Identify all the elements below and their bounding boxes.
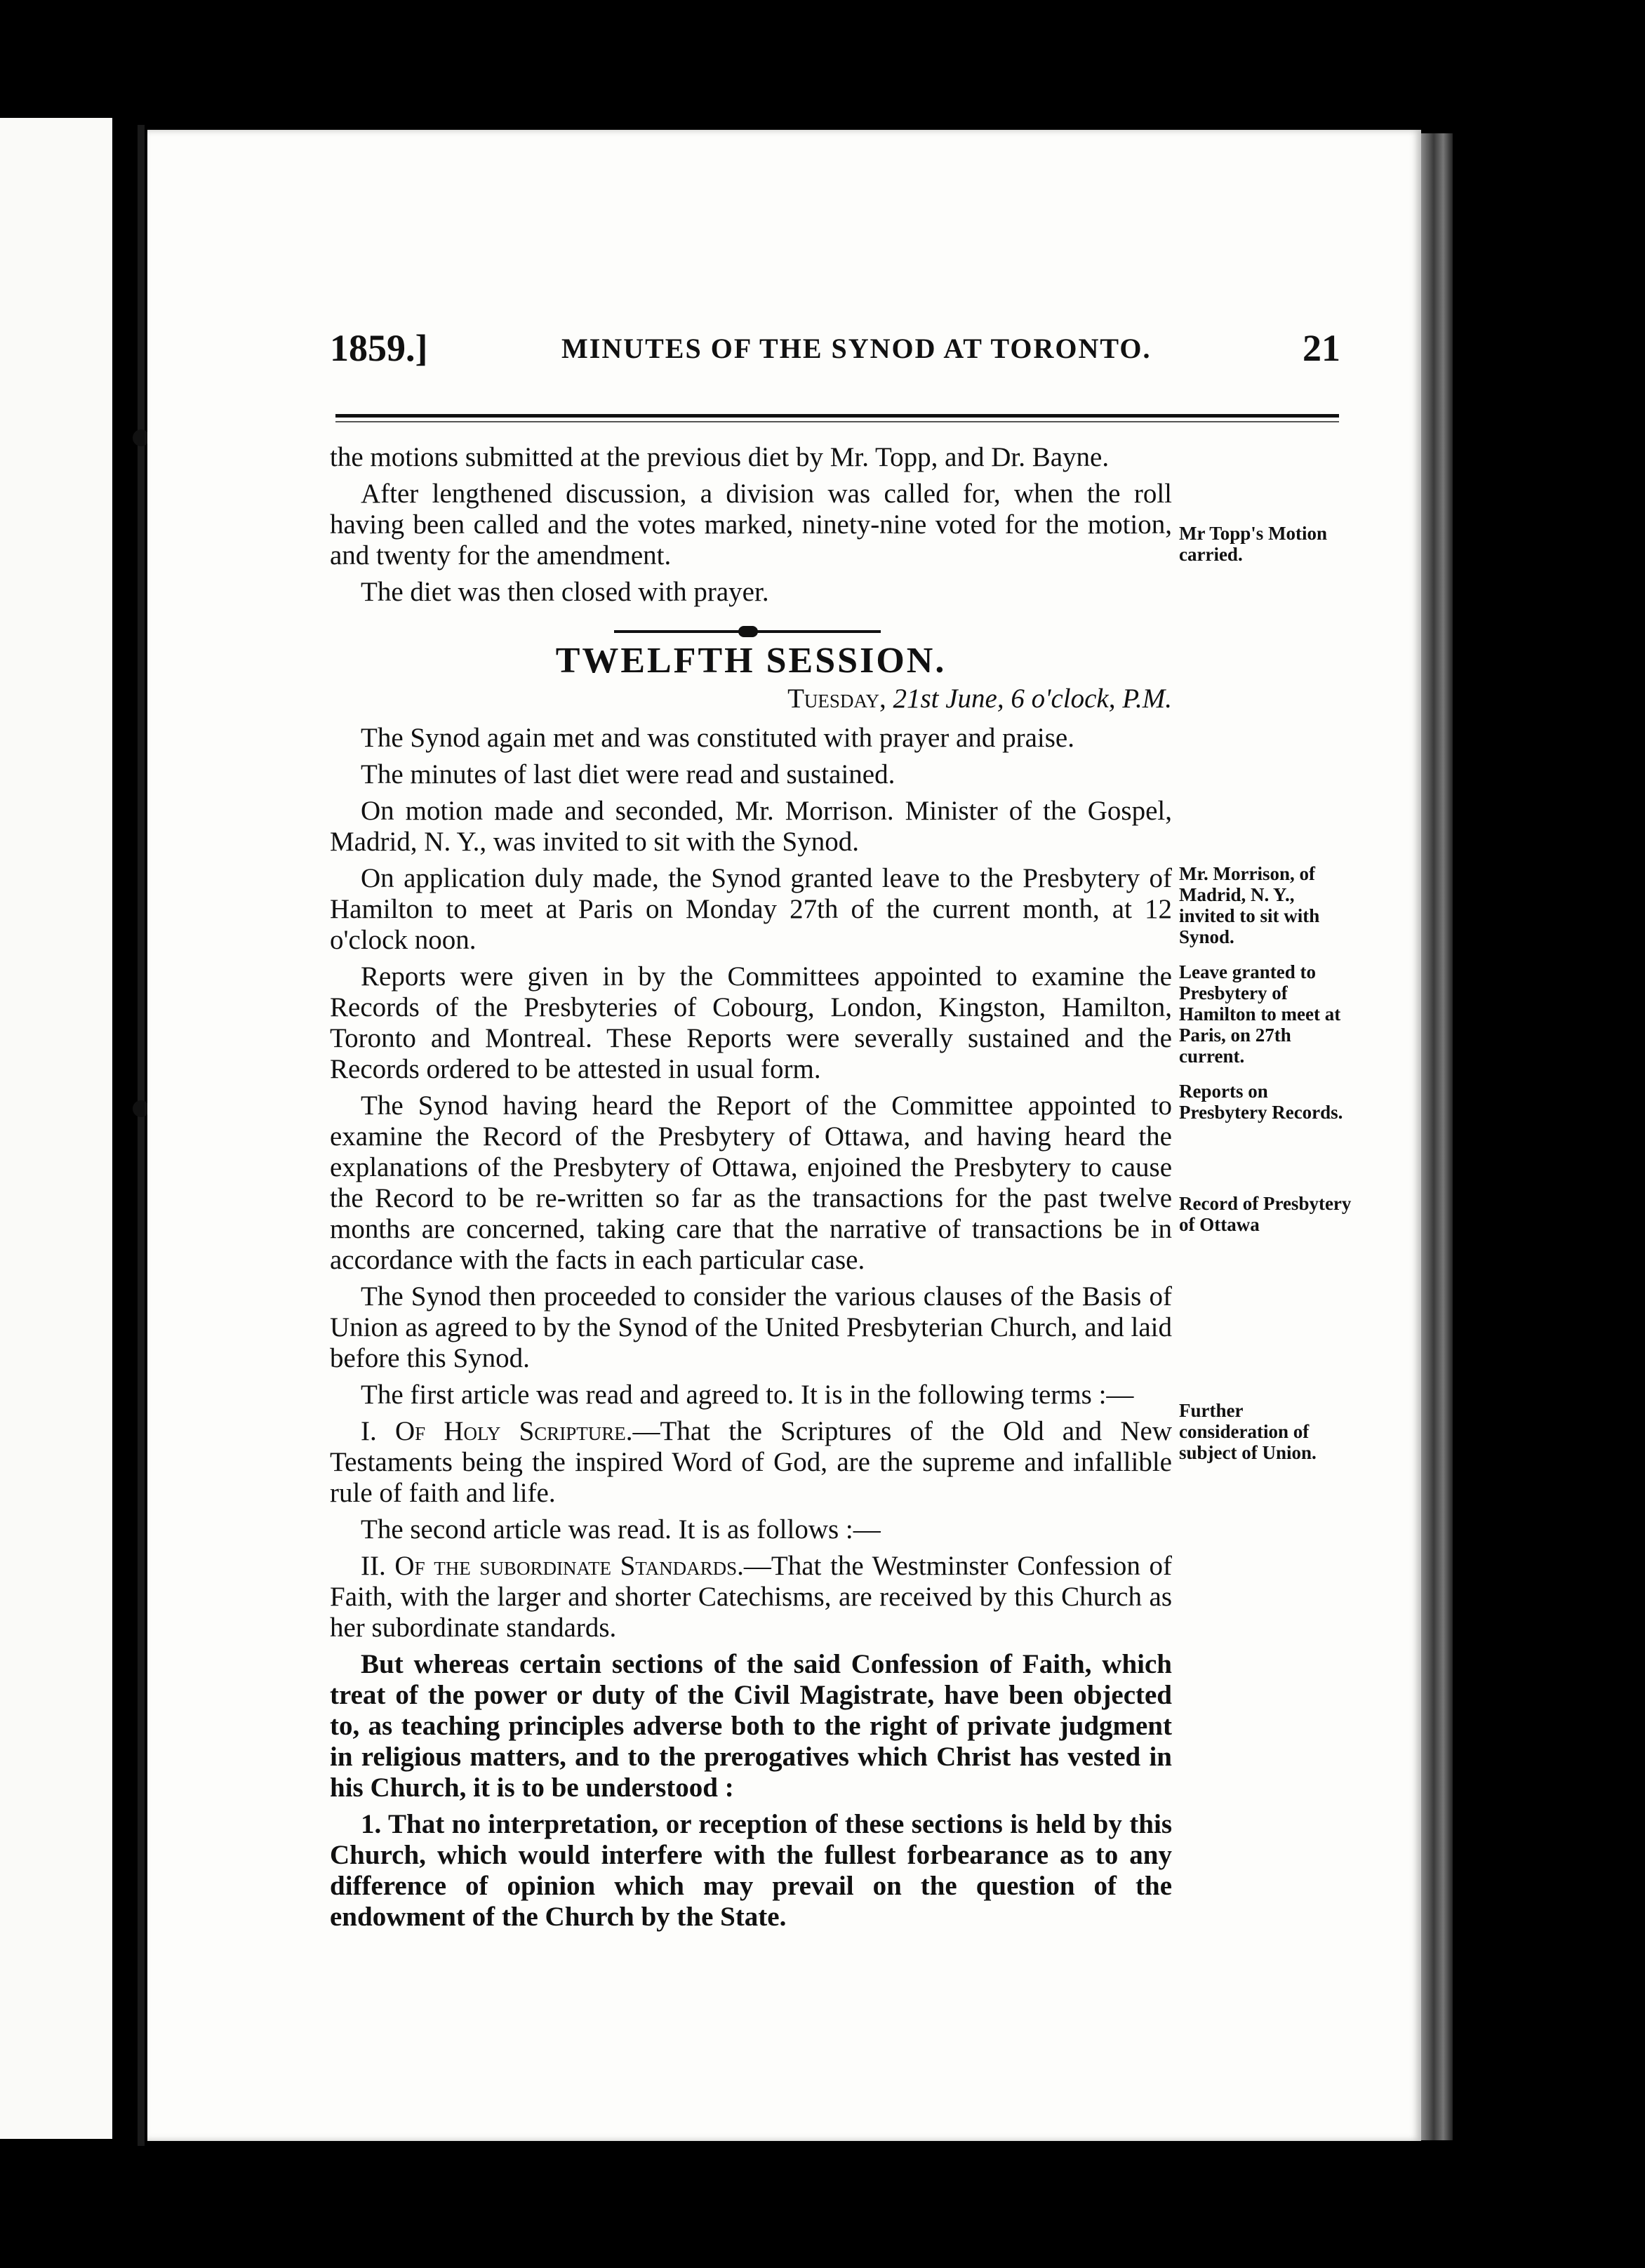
article-label: II. Of the subordinate Standards. <box>361 1551 744 1581</box>
book-spine <box>138 125 145 2146</box>
margin-note-morrison: Mr. Morrison, of Madrid, N. Y., invited to sit with Synod. <box>1179 863 1320 947</box>
paragraph: The diet was then closed with prayer. <box>361 577 769 607</box>
header-year: 1859.] <box>330 327 428 369</box>
margin-note-records: Reports on Presbytery Records. <box>1179 1081 1343 1123</box>
page-number: 21 <box>1303 327 1340 369</box>
article-two <box>330 1551 1172 1643</box>
session-date <box>330 683 1172 714</box>
paragraph: The first article was read and agreed to. It is in the following terms :— <box>361 1380 1134 1410</box>
body-text <box>330 442 1172 1938</box>
page-edge-stack <box>1421 133 1453 2140</box>
paragraph: After lengthened discussion, a division was called for, when the roll having been called and the votes marked, ninety-nine voted for the motion, and twenty for the amendment. <box>330 479 1172 571</box>
running-header <box>330 326 1340 375</box>
margin-note-hamilton: Leave granted to Presbytery of Hamilton to meet at Paris, on 27th current. <box>1179 961 1341 1067</box>
article-text: —That the Scriptures of the Old and New Testaments being the inspired Word of God, are the supreme and infallible rule of faith and life. <box>330 1416 1172 1508</box>
header-title: MINUTES OF THE SYNOD AT TORONTO. <box>561 333 1152 364</box>
paragraph: The second article was read. It is as follows :— <box>361 1514 881 1545</box>
ornament-dot <box>738 626 758 637</box>
paragraph: the motions submitted at the previous diet by Mr. Topp, and Dr. Bayne. <box>330 442 1110 472</box>
paragraph: The minutes of last diet were read and sustained. <box>361 759 895 789</box>
article-label: I. Of Holy Scripture. <box>361 1416 633 1446</box>
margin-note-ottawa: Record of Presbytery of Ottawa <box>1179 1193 1352 1235</box>
header-rule-thin <box>335 421 1339 422</box>
paragraph: The Synod then proceeded to consider the various clauses of the Basis of Union as agreed to by the Synod of the United Presbyterian Church, and laid before this Synod. <box>330 1281 1172 1373</box>
paragraph: 1. That no interpretation, or reception of these sections is held by this Church, which would interfere with the fullest forbearance as to any difference of opinion which may prevail on the question of the endowment of the Church by the State. <box>330 1809 1172 1932</box>
margin-note-topp: Mr Topp's Motion carried. <box>1179 523 1328 565</box>
margin-note-union: Further consideration of subject of Union. <box>1179 1400 1317 1463</box>
article-one <box>330 1416 1172 1509</box>
paragraph: The Synod having heard the Report of the Committee appointed to examine the Record of the Presbytery of Ottawa, and having heard the explanations of the Presbytery of Ottawa, enjoined the Presbytery to cause the Record to be re-written so far as the transactions for the past twelve months are concerned, taking care that the narrative of transactions be in accordance with the facts in each particular case. <box>330 1090 1172 1275</box>
session-time: 21st June, 6 o'clock, P.M. <box>893 683 1172 714</box>
paragraph: The Synod again met and was constituted with prayer and praise. <box>361 723 1074 753</box>
paragraph: But whereas certain sections of the said Confession of Faith, which treat of the power or duty of the Civil Magistrate, have been objected to, as teaching principles adverse both to the right of private judgment in religious matters, and to the prerogatives which Christ has vested in his Church, it is to be understood : <box>330 1649 1172 1803</box>
paragraph: On motion made and seconded, Mr. Morrison. Minister of the Gospel, Madrid, N. Y., was invited to sit with the Synod. <box>330 796 1172 857</box>
article-text: —That the Westminster Confession of Faith, with the larger and shorter Catechisms, are received by this Church as her subordinate standards. <box>330 1551 1173 1643</box>
left-page-edge <box>0 118 112 2139</box>
paragraph: Reports were given in by the Committees appointed to examine the Records of the Presbyteries of Cobourg, London, Kingston, Hamilton, Toronto and Montreal. These Reports were severally sustained and the Records ordered to be attested in usual form. <box>330 961 1172 1084</box>
header-rule <box>335 414 1339 418</box>
session-title: TWELFTH SESSION. <box>555 641 947 681</box>
section-ornament <box>330 626 1172 636</box>
paragraph: On application duly made, the Synod granted leave to the Presbytery of Hamilton to meet at Paris on Monday 27th of the current month, at 12 o'clock noon. <box>330 863 1172 955</box>
session-day: Tuesday, <box>787 683 886 714</box>
